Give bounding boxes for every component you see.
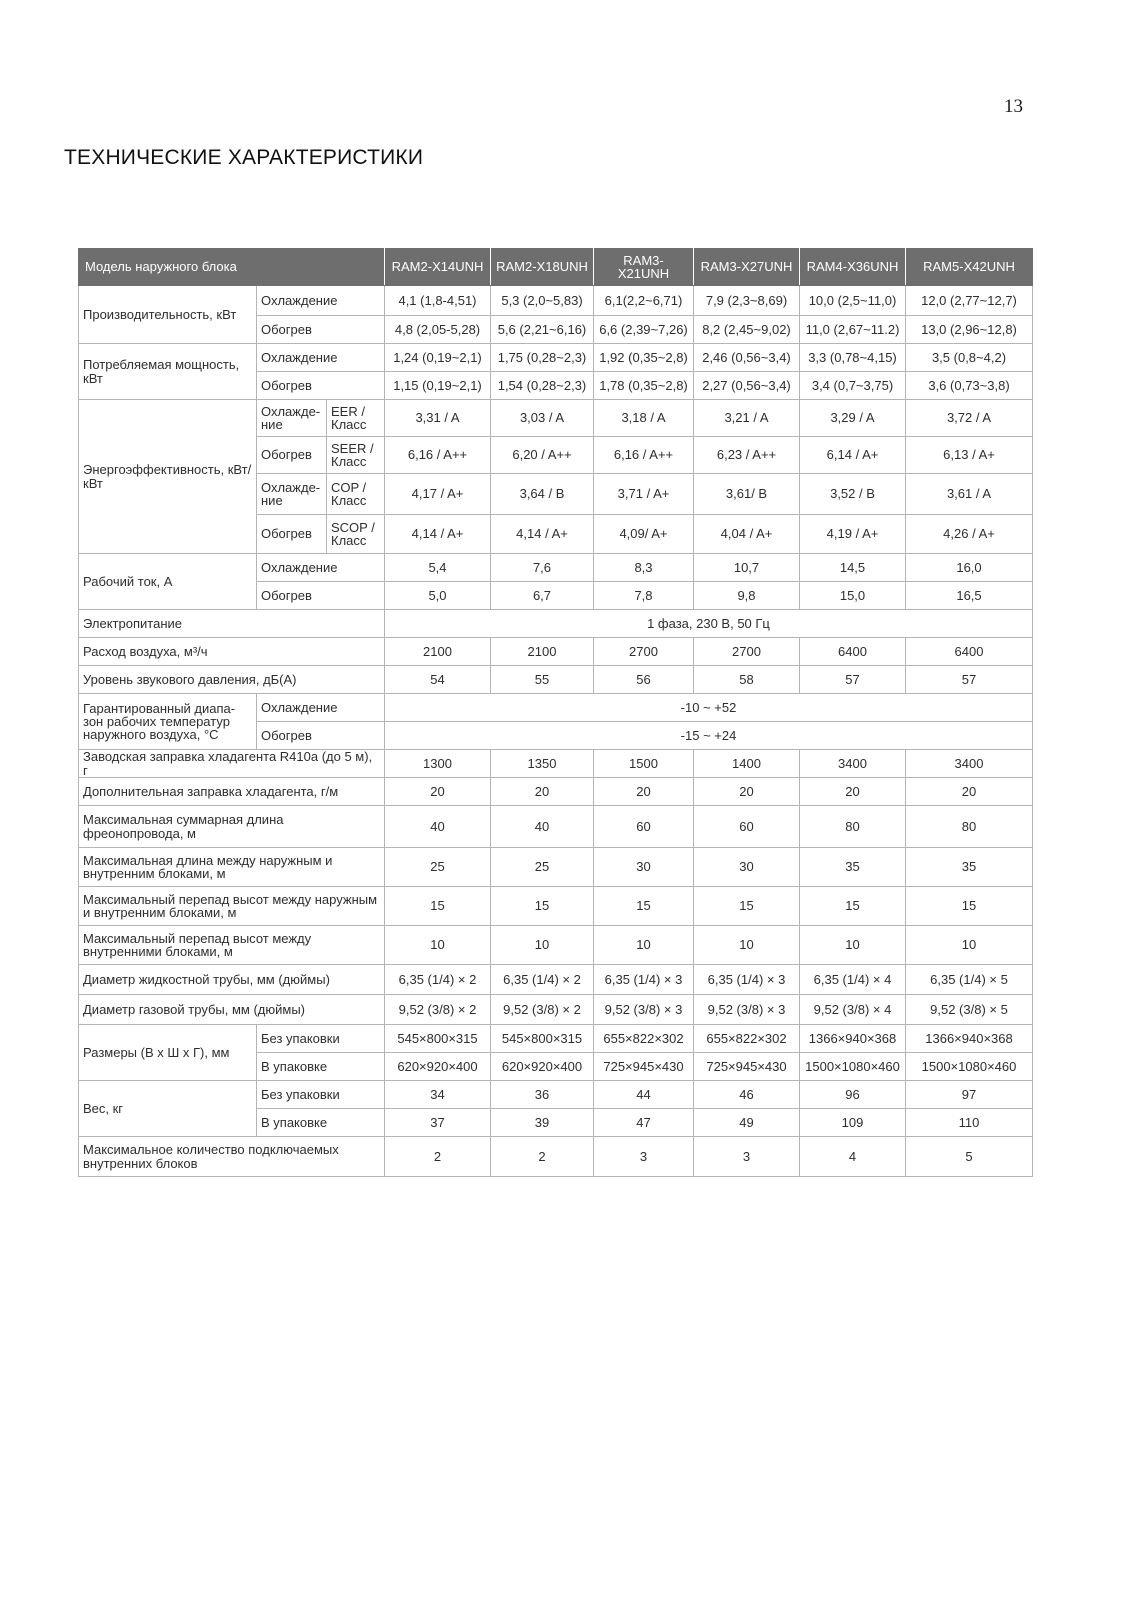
table-row	[79, 926, 1033, 965]
row-label: Потребляемая мощность, кВт	[79, 344, 257, 400]
cell-value: 3,52 / B	[800, 474, 906, 515]
cell-value: 10	[694, 926, 800, 965]
cell-value: 35	[800, 848, 906, 887]
cell-value: 2700	[594, 638, 694, 666]
row-label: Диаметр жидкостной трубы, мм (дюймы)	[79, 965, 385, 995]
cell-value: 4,26 / A+	[906, 515, 1033, 554]
cell-value: 655×822×302	[694, 1025, 800, 1053]
cell-value: 6400	[906, 638, 1033, 666]
table-row	[79, 638, 1033, 666]
model-header: RAM3-X27UNH	[694, 249, 800, 286]
cell-value: 1300	[385, 750, 491, 778]
class-label: SCOP / Класс	[327, 515, 385, 554]
cell-value: 3,61 / A	[906, 474, 1033, 515]
cell-value: 96	[800, 1081, 906, 1109]
cell-value: 1,92 (0,35~2,8)	[594, 344, 694, 372]
cell-value: 5,0	[385, 582, 491, 610]
mode-label: Обогрев	[257, 316, 385, 344]
cell-value: 9,8	[694, 582, 800, 610]
cell-value: 3,21 / A	[694, 400, 800, 437]
cell-value: 1366×940×368	[800, 1025, 906, 1053]
cell-value: 6,35 (1/4) × 3	[594, 965, 694, 995]
cell-value: 2	[491, 1137, 594, 1177]
cell-value: 1,75 (0,28~2,3)	[491, 344, 594, 372]
cell-value: 12,0 (2,77~12,7)	[906, 286, 1033, 316]
cell-value: 20	[491, 778, 594, 806]
cell-value: 6,35 (1/4) × 5	[906, 965, 1033, 995]
cell-value: 9,52 (3/8) × 3	[694, 995, 800, 1025]
model-header: RAM2-X14UNH	[385, 249, 491, 286]
cell-value: 4,14 / A+	[385, 515, 491, 554]
table-row	[79, 750, 1033, 778]
cell-value: -15 ~ +24	[385, 722, 1033, 750]
cell-value: 6,6 (2,39~7,26)	[594, 316, 694, 344]
cell-value: 55	[491, 666, 594, 694]
table-row	[79, 806, 1033, 848]
cell-value: 57	[906, 666, 1033, 694]
cell-value: 80	[906, 806, 1033, 848]
row-label: Максимальный перепад высот между внутренними блоками, м	[79, 926, 385, 965]
cell-value: 7,8	[594, 582, 694, 610]
cell-value: 6,13 / A+	[906, 437, 1033, 474]
cell-value: 1,24 (0,19~2,1)	[385, 344, 491, 372]
cell-value: 1500×1080×460	[800, 1053, 906, 1081]
table-row	[79, 286, 1033, 316]
cell-value: 6,23 / A++	[694, 437, 800, 474]
mode-label: Охлаждение	[257, 694, 385, 722]
cell-value: 9,52 (3/8) × 4	[800, 995, 906, 1025]
cell-value: 9,52 (3/8) × 2	[385, 995, 491, 1025]
mode-label: Охлаждение	[257, 344, 385, 372]
model-header: RAM5-X42UNH	[906, 249, 1033, 286]
cell-value: 1 фаза, 230 В, 50 Гц	[385, 610, 1033, 638]
cell-value: 110	[906, 1109, 1033, 1137]
cell-value: 1,15 (0,19~2,1)	[385, 372, 491, 400]
cell-value: 3	[594, 1137, 694, 1177]
cell-value: 47	[594, 1109, 694, 1137]
cell-value: 5,6 (2,21~6,16)	[491, 316, 594, 344]
cell-value: 3,29 / A	[800, 400, 906, 437]
cell-value: 20	[694, 778, 800, 806]
cell-value: 4,17 / A+	[385, 474, 491, 515]
cell-value: 30	[694, 848, 800, 887]
row-label: Максимальный перепад высот между наружным и внутренним блоками, м	[79, 887, 385, 926]
table-row	[79, 1137, 1033, 1177]
cell-value: 1,78 (0,35~2,8)	[594, 372, 694, 400]
cell-value: 54	[385, 666, 491, 694]
cell-value: 10	[906, 926, 1033, 965]
cell-value: 5,4	[385, 554, 491, 582]
cell-value: 655×822×302	[594, 1025, 694, 1053]
cell-value: 20	[800, 778, 906, 806]
cell-value: 3,3 (0,78~4,15)	[800, 344, 906, 372]
cell-value: 4,14 / A+	[491, 515, 594, 554]
table-row	[79, 1081, 1033, 1109]
cell-value: 10,7	[694, 554, 800, 582]
row-label: Гарантированный диапа-зон рабочих температур наружного воздуха, °С	[79, 694, 257, 750]
mode-label: Обогрев	[257, 515, 327, 554]
class-label: SEER / Класс	[327, 437, 385, 474]
cell-value: 725×945×430	[594, 1053, 694, 1081]
cell-value: 5	[906, 1137, 1033, 1177]
cell-value: 57	[800, 666, 906, 694]
cell-value: 30	[594, 848, 694, 887]
page-number: 13	[1004, 96, 1023, 117]
cell-value: 97	[906, 1081, 1033, 1109]
cell-value: 5,3 (2,0~5,83)	[491, 286, 594, 316]
cell-value: 4	[800, 1137, 906, 1177]
cell-value: 60	[594, 806, 694, 848]
mode-label: Охлажде-ние	[257, 400, 327, 437]
cell-value: 3,6 (0,73~3,8)	[906, 372, 1033, 400]
class-label: COP / Класс	[327, 474, 385, 515]
header-row	[79, 249, 1033, 286]
table-row	[79, 666, 1033, 694]
cell-value: 4,8 (2,05-5,28)	[385, 316, 491, 344]
cell-value: 545×800×315	[385, 1025, 491, 1053]
cell-value: 8,3	[594, 554, 694, 582]
cell-value: 40	[491, 806, 594, 848]
cell-value: 3,61/ B	[694, 474, 800, 515]
cell-value: -10 ~ +52	[385, 694, 1033, 722]
cell-value: 3,5 (0,8~4,2)	[906, 344, 1033, 372]
table-row	[79, 554, 1033, 582]
cell-value: 3,64 / B	[491, 474, 594, 515]
cell-value: 1,54 (0,28~2,3)	[491, 372, 594, 400]
cell-value: 15	[594, 887, 694, 926]
cell-value: 16,0	[906, 554, 1033, 582]
cell-value: 3400	[906, 750, 1033, 778]
cell-value: 6,14 / A+	[800, 437, 906, 474]
table-row	[79, 400, 1033, 437]
cell-value: 35	[906, 848, 1033, 887]
cell-value: 2,27 (0,56~3,4)	[694, 372, 800, 400]
cell-value: 40	[385, 806, 491, 848]
cell-value: 10	[491, 926, 594, 965]
row-label: Рабочий ток, А	[79, 554, 257, 610]
row-label: Заводская заправка хладагента R410a (до 5 м), г	[79, 750, 385, 778]
row-label: Производительность, кВт	[79, 286, 257, 344]
cell-value: 15	[694, 887, 800, 926]
cell-value: 25	[385, 848, 491, 887]
cell-value: 3	[694, 1137, 800, 1177]
cell-value: 6,35 (1/4) × 2	[491, 965, 594, 995]
cell-value: 2	[385, 1137, 491, 1177]
cell-value: 8,2 (2,45~9,02)	[694, 316, 800, 344]
cell-value: 10	[800, 926, 906, 965]
cell-value: 25	[491, 848, 594, 887]
row-label: Максимальная суммарная длина фреонопровода, м	[79, 806, 385, 848]
header-label: Модель наружного блока	[79, 249, 385, 286]
table-row	[79, 344, 1033, 372]
cell-value: 9,52 (3/8) × 2	[491, 995, 594, 1025]
cell-value: 60	[694, 806, 800, 848]
cell-value: 6,16 / A++	[594, 437, 694, 474]
table-row	[79, 610, 1033, 638]
page-title: ТЕХНИЧЕСКИЕ ХАРАКТЕРИСТИКИ	[64, 146, 424, 169]
cell-value: 20	[594, 778, 694, 806]
table-row	[79, 887, 1033, 926]
cell-value: 4,09/ A+	[594, 515, 694, 554]
cell-value: 10	[385, 926, 491, 965]
cell-value: 3,18 / A	[594, 400, 694, 437]
cell-value: 6,1(2,2~6,71)	[594, 286, 694, 316]
cell-value: 20	[385, 778, 491, 806]
model-header: RAM2-X18UNH	[491, 249, 594, 286]
cell-value: 15	[491, 887, 594, 926]
cell-value: 15,0	[800, 582, 906, 610]
cell-value: 20	[906, 778, 1033, 806]
cell-value: 39	[491, 1109, 594, 1137]
cell-value: 9,52 (3/8) × 3	[594, 995, 694, 1025]
cell-value: 545×800×315	[491, 1025, 594, 1053]
cell-value: 36	[491, 1081, 594, 1109]
table-row	[79, 848, 1033, 887]
cell-value: 1500	[594, 750, 694, 778]
cell-value: 15	[385, 887, 491, 926]
class-label: EER / Класс	[327, 400, 385, 437]
row-label: Размеры (В х Ш х Г), мм	[79, 1025, 257, 1081]
row-label: Электропитание	[79, 610, 385, 638]
mode-label: Без упаковки	[257, 1081, 385, 1109]
table-row	[79, 965, 1033, 995]
cell-value: 80	[800, 806, 906, 848]
cell-value: 15	[800, 887, 906, 926]
cell-value: 1500×1080×460	[906, 1053, 1033, 1081]
cell-value: 109	[800, 1109, 906, 1137]
cell-value: 10,0 (2,5~11,0)	[800, 286, 906, 316]
cell-value: 34	[385, 1081, 491, 1109]
mode-label: Охлажде-ние	[257, 474, 327, 515]
cell-value: 1366×940×368	[906, 1025, 1033, 1053]
mode-label: Охлаждение	[257, 286, 385, 316]
cell-value: 2,46 (0,56~3,4)	[694, 344, 800, 372]
cell-value: 15	[906, 887, 1033, 926]
cell-value: 725×945×430	[694, 1053, 800, 1081]
cell-value: 46	[694, 1081, 800, 1109]
cell-value: 7,6	[491, 554, 594, 582]
cell-value: 1400	[694, 750, 800, 778]
mode-label: В упаковке	[257, 1109, 385, 1137]
mode-label: Охлаждение	[257, 554, 385, 582]
table-row	[79, 778, 1033, 806]
cell-value: 6,35 (1/4) × 4	[800, 965, 906, 995]
mode-label: Обогрев	[257, 372, 385, 400]
mode-label: Без упаковки	[257, 1025, 385, 1053]
table-row	[79, 995, 1033, 1025]
cell-value: 620×920×400	[385, 1053, 491, 1081]
mode-label: Обогрев	[257, 722, 385, 750]
cell-value: 11,0 (2,67~11.2)	[800, 316, 906, 344]
row-label: Расход воздуха, м³/ч	[79, 638, 385, 666]
cell-value: 2100	[491, 638, 594, 666]
cell-value: 6,35 (1/4) × 3	[694, 965, 800, 995]
cell-value: 3,31 / A	[385, 400, 491, 437]
model-header: RAM3-X21UNH	[594, 249, 694, 286]
cell-value: 9,52 (3/8) × 5	[906, 995, 1033, 1025]
cell-value: 6,7	[491, 582, 594, 610]
cell-value: 1350	[491, 750, 594, 778]
cell-value: 49	[694, 1109, 800, 1137]
cell-value: 3,03 / A	[491, 400, 594, 437]
specs-table	[78, 248, 1033, 1177]
row-label: Вес, кг	[79, 1081, 257, 1137]
cell-value: 6400	[800, 638, 906, 666]
cell-value: 10	[594, 926, 694, 965]
cell-value: 13,0 (2,96~12,8)	[906, 316, 1033, 344]
cell-value: 3,71 / A+	[594, 474, 694, 515]
model-header: RAM4-X36UNH	[800, 249, 906, 286]
mode-label: В упаковке	[257, 1053, 385, 1081]
row-label: Уровень звукового давления, дБ(А)	[79, 666, 385, 694]
cell-value: 4,04 / A+	[694, 515, 800, 554]
mode-label: Обогрев	[257, 437, 327, 474]
cell-value: 6,35 (1/4) × 2	[385, 965, 491, 995]
cell-value: 58	[694, 666, 800, 694]
cell-value: 3,4 (0,7~3,75)	[800, 372, 906, 400]
row-label: Энергоэффективность, кВт/кВт	[79, 400, 257, 554]
cell-value: 2700	[694, 638, 800, 666]
mode-label: Обогрев	[257, 582, 385, 610]
cell-value: 37	[385, 1109, 491, 1137]
cell-value: 7,9 (2,3~8,69)	[694, 286, 800, 316]
cell-value: 16,5	[906, 582, 1033, 610]
cell-value: 14,5	[800, 554, 906, 582]
cell-value: 2100	[385, 638, 491, 666]
table-row	[79, 1025, 1033, 1053]
cell-value: 3400	[800, 750, 906, 778]
cell-value: 4,1 (1,8-4,51)	[385, 286, 491, 316]
cell-value: 4,19 / A+	[800, 515, 906, 554]
cell-value: 620×920×400	[491, 1053, 594, 1081]
row-label: Максимальное количество подключаемых внутренних блоков	[79, 1137, 385, 1177]
cell-value: 56	[594, 666, 694, 694]
row-label: Максимальная длина между наружным и внутренним блоками, м	[79, 848, 385, 887]
cell-value: 44	[594, 1081, 694, 1109]
row-label: Диаметр газовой трубы, мм (дюймы)	[79, 995, 385, 1025]
cell-value: 6,16 / A++	[385, 437, 491, 474]
row-label: Дополнительная заправка хладагента, г/м	[79, 778, 385, 806]
cell-value: 3,72 / A	[906, 400, 1033, 437]
table-row	[79, 694, 1033, 722]
cell-value: 6,20 / A++	[491, 437, 594, 474]
